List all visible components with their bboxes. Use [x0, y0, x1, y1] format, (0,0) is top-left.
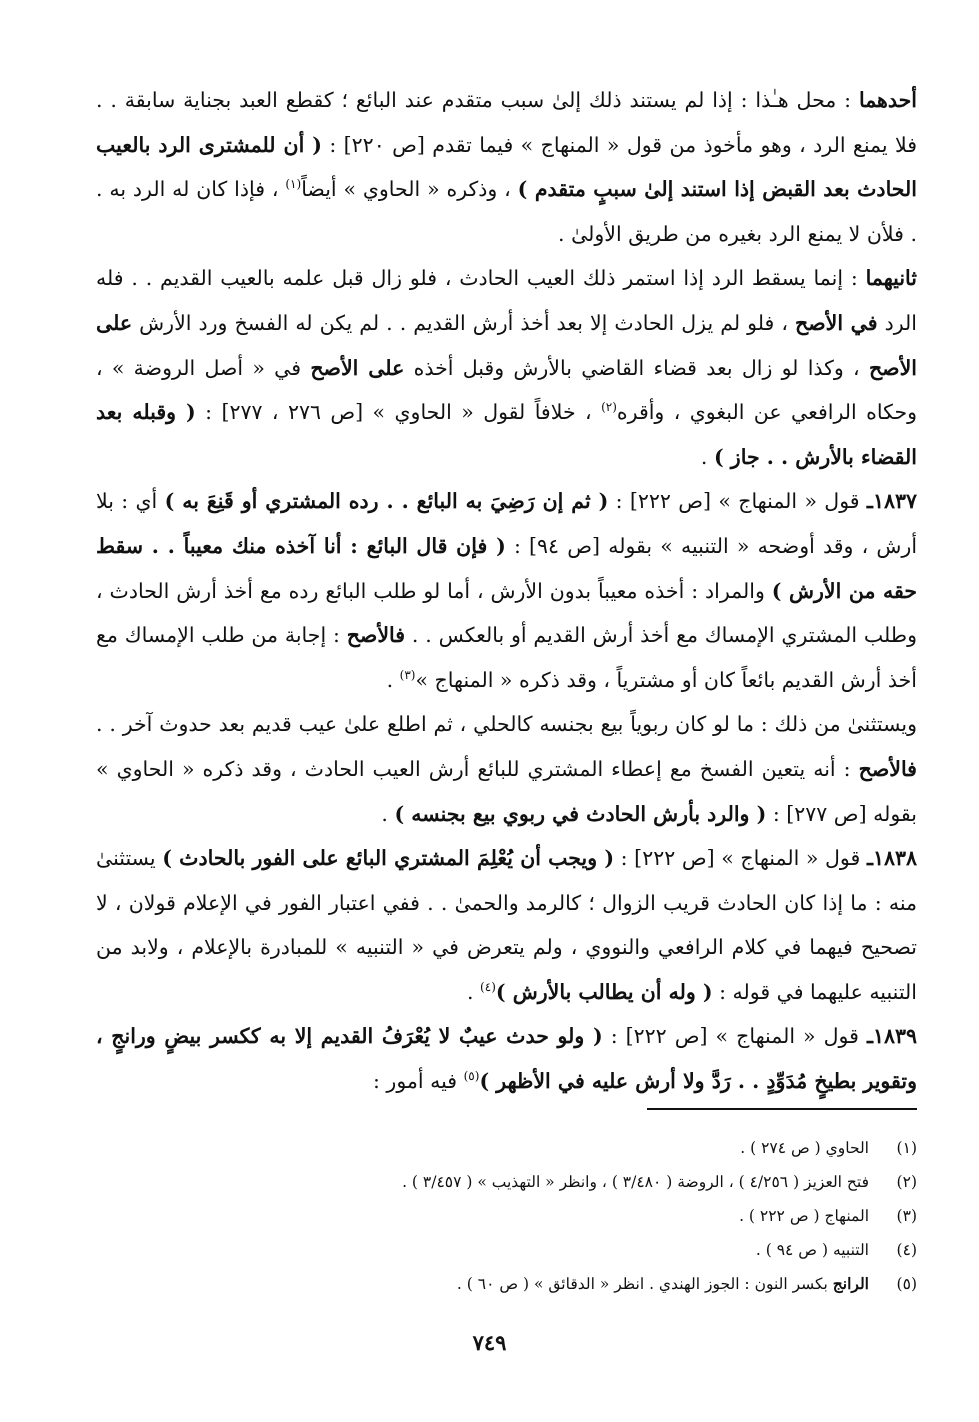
paragraph: [96, 256, 917, 479]
footnote-body: التنبيه ( ص ٩٤ ) .: [755, 1241, 869, 1259]
footnote-body: المنهاج ( ص ٢٢٢ ) .: [739, 1207, 869, 1225]
bold-text: ( وقبله بعد القضاء بالأرش . . جاز ): [96, 400, 917, 469]
text-run: أي : بلا أرش ، وقد أوضحه « التنبيه » بقوله [ص ٩٤] :: [96, 489, 918, 558]
footnote-body: الحاوي ( ص ٢٧٤ ) .: [740, 1139, 869, 1157]
footnote: [96, 1165, 917, 1199]
text-run: قول « المنهاج » [ص ٢٢٢] :: [614, 846, 867, 871]
footnote: [96, 1199, 917, 1233]
text-run: فيه أمور :: [373, 1069, 464, 1094]
footnote-ref: (٥): [463, 1069, 480, 1084]
text-run: ، فلو لم يزل الحادث إلا بعد أخذ أرش القديم . . لم يكن له الفسخ ورد الأرش: [132, 310, 795, 335]
footnote-number: (٣): [896, 1207, 917, 1225]
bold-text: ثانيهما: [865, 266, 917, 291]
paragraph: [96, 1014, 917, 1103]
footnote-ref: (٣): [399, 667, 416, 682]
footnote-text: [756, 1233, 869, 1267]
bold-text: ( ثم إن رَضِيَ به البائع . . رده المشتري أو قَنِعَ به ): [164, 489, 609, 514]
text-run: ، وذكره « الحاوي » أيضاً: [301, 177, 518, 202]
text-run: قول « المنهاج » [ص ٢٢٢] :: [602, 1024, 867, 1049]
text-run: ويستثنىٰ من ذلك : ما لو كان ربوياً بيع بجنسه كالحلي ، ثم اطلع علىٰ عيب قديم بعد حدوث آخر . .: [96, 712, 917, 737]
bold-text: على الأصح: [96, 310, 917, 380]
footnote-ref: (٢): [601, 400, 617, 415]
footnote-body: فتح العزيز ( ٤/٢٥٦ ) ، الروضة ( ٣/٤٨٠ ) ، وانظر « التهذيب » ( ٣/٤٥٧ ) .: [402, 1173, 869, 1191]
footnote-number: (١): [896, 1139, 917, 1157]
text-run: ، خلافاً لقول « الحاوي » [ص ٢٧٦ ، ٢٧٧] :: [195, 400, 602, 425]
footnote-term: الرانج: [832, 1274, 869, 1293]
bold-text: ( ويجب أن يُعْلِمَ المشتري البائع على الفور بالحادث ): [162, 846, 615, 871]
paragraph: [96, 78, 917, 256]
bold-text: ١٨٣٩ـ: [866, 1024, 918, 1049]
text-run: .: [386, 667, 400, 692]
bold-text: ( وله أن يطالب بالأرش ): [495, 979, 713, 1004]
footnote: [96, 1233, 917, 1267]
bold-text: فالأصح: [346, 623, 406, 648]
paragraph: [96, 702, 917, 836]
text-run: يستثنىٰ منه : ما إذا كان الحادث قريب الزوال ؛ كالرمد والحمىٰ . . ففي اعتبار الفور في الإعلام قولان ، لا تصحيح فيهما في كلام الرافعي والنووي ، ولم يتعرض في « التنبيه » للمبادرة بالإعلام ، ولابد من التنبيه عليهما في قوله :: [96, 846, 917, 1004]
bold-text: على الأصح: [310, 355, 405, 380]
main-text: [96, 78, 917, 1104]
footnote-text: [739, 1199, 869, 1233]
footnotes-list: [96, 1131, 917, 1301]
bold-text: ( والرد بأرش الحادث في ربوي بيع بجنسه ): [394, 801, 767, 826]
text-run: قول « المنهاج » [ص ٢٢٢] :: [608, 489, 867, 514]
text-run: ، وكذا لو زال بعد قضاء القاضي بالأرش وقبل أخذه: [404, 355, 869, 380]
text-run: ، فإذا كان له الرد به . . فلأن لا يمنع الرد بغيره من طريق الأولىٰ .: [96, 177, 917, 246]
text-run: : إجابة من طلب الإمساك مع أخذ أرش القديم بائعاً كان أو مشترياً ، وقد ذكره « المنهاج »: [96, 623, 917, 692]
bold-text: فالأصح: [858, 756, 917, 781]
page-number: ٧٤٩: [472, 1330, 507, 1355]
footnote: [96, 1267, 917, 1301]
footnote-text: [402, 1165, 869, 1199]
bold-text: ( فإن قال البائع : أنا آخذه منك معيباً . . سقط حقه من الأرش ): [96, 533, 918, 603]
footnote: [96, 1131, 917, 1165]
bold-text: ١٨٣٧ـ: [866, 489, 917, 514]
bold-text: أحدهما: [858, 88, 917, 112]
text-run: .: [700, 444, 714, 469]
paragraph: [96, 836, 917, 1014]
bold-text: ١٨٣٨ـ: [866, 846, 917, 871]
footnote-number: (٢): [896, 1173, 917, 1191]
text-run: .: [467, 979, 481, 1004]
bold-text: في الأصح: [795, 310, 878, 335]
footnote-ref: (٤): [480, 980, 496, 995]
footnote-divider: [647, 1108, 917, 1110]
text-run: والمراد : أخذه معيباً بدون الأرش ، أما لو طلب البائع رده مع أخذ أرش الحادث ، وطلب المشتري الإمساك مع أخذ أرش القديم أو بالعكس . .: [96, 578, 917, 648]
footnote-body: بكسر النون : الجوز الهندي . انظر « الدقائق » ( ص ٦٠ ) .: [456, 1275, 833, 1293]
text-run: في « أصل الروضة » ، وحكاه الرافعي عن البغوي ، وأقره: [96, 355, 918, 425]
text-run: .: [381, 801, 395, 826]
text-run: : محل هـٰذا : إذا لم يستند ذلك إلىٰ سبب متقدم عند البائع ؛ كقطع العبد بجناية سابقة . . فلا يمنع الرد ، وهو مأخوذ من قول « المنهاج » فيما تقدم [ص ٢٢٠] :: [96, 88, 918, 157]
text-run: : إنما يسقط الرد إذا استمر ذلك العيب الحادث ، فلو زال قبل علمه بالعيب القديم . . فله الرد: [96, 266, 917, 335]
footnote-ref: (١): [285, 177, 302, 192]
paragraph: [96, 479, 917, 702]
bold-text: ( أن للمشترى الرد بالعيب الحادث بعد القبض إذا استند إلىٰ سببٍ متقدم ): [96, 132, 917, 202]
footnote-text: [740, 1131, 869, 1165]
footnote-text: [457, 1267, 869, 1301]
bold-text: ( ولو حدث عيبٌ لا يُعْرَفُ القديم إلا به ككسر بيضٍ ورانجٍ ، وتقوير بطيخٍ مُدَوِّدٍ . . رَدَّ ولا أرش عليه في الأظهر ): [96, 1024, 917, 1094]
text-run: : أنه يتعين الفسخ مع إعطاء المشتري للبائع أرش العيب الحادث ، وقد ذكره « الحاوي » بقوله [ص ٢٧٧] :: [96, 756, 917, 826]
footnote-number: (٤): [896, 1241, 917, 1259]
footnote-number: (٥): [896, 1275, 917, 1293]
